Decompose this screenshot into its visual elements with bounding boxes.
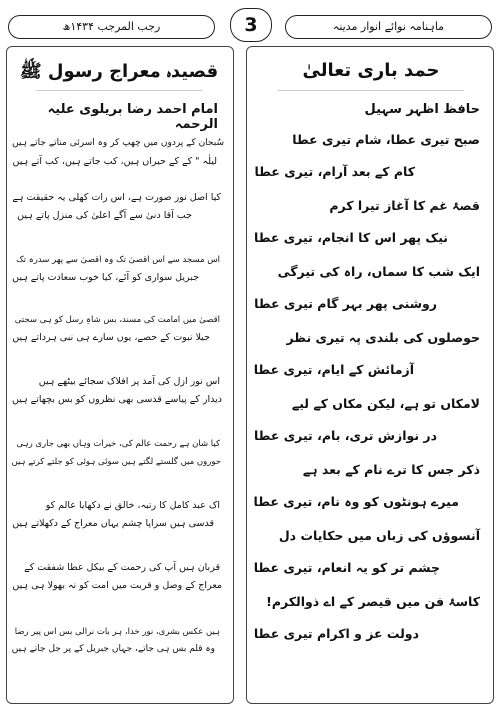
- qaseeda-author: امام احمد رضا بریلوی علیہ الرحمہ: [47, 102, 218, 132]
- qaseeda-title: قصیدہ معراج رسول ﷺ: [19, 61, 219, 82]
- verse-line: کام کے بعد آرام، تیری عطا: [254, 164, 415, 179]
- couplet-line: قربان ہیں آپ کی رحمت کے بیکل عطا شفقت کے: [24, 562, 220, 573]
- couplet-line: جیلا نبوت کے حصے، یوں سارے ہی نبی ہرداتے ہیں: [12, 332, 210, 343]
- page-number: 3: [230, 8, 272, 42]
- couplet-line: سُبحان کے پردوں میں چھپ کر وہ اسرئی مناتے جاتے ہیں: [12, 138, 224, 148]
- verse-line: روشنی پھر بہر گام تیری عطا: [254, 296, 437, 311]
- title-divider: [36, 90, 202, 91]
- couplet-line: لیلٰہ " کے کے حیراں ہیں، کب جاتے ہیں، کب آتے ہیں: [12, 156, 217, 167]
- verse-line: صبح تیری عطا، شام تیری عطا: [292, 132, 480, 147]
- qaseeda-column: [6, 46, 232, 702]
- page-header: [8, 8, 492, 42]
- verse-line: آنسوؤں کی زباں میں حکایات دل: [278, 528, 480, 543]
- couplet-line: حوروں میں گلستے لگتے ہیں سوئی ہوئی کو جلتے کرتے ہیں: [11, 457, 221, 467]
- couplet-line: کیا شان ہے رحمت عالم کی، خیرات وہاں بھی جاری رہی: [16, 439, 220, 449]
- verse-line: چشم تر کو یہ انعام، تیری عطا: [253, 560, 440, 575]
- couplet-line: اقصیٰ میں امامت کی مسند، بس شاہِ رسل کو ہی سجتی: [14, 315, 220, 325]
- verse-line: قصۂ غم کا آغاز تیرا کرم: [329, 198, 480, 213]
- couplet-line: جبریل سواری کو آئے، کیا خوب سعادت پاتے ہیں: [12, 272, 199, 283]
- verse-line: دولت عز و اکرام تیری عطا: [253, 626, 419, 641]
- verse-line: در نوازش تری، بام، تیری عطا: [253, 428, 437, 443]
- title-divider: [278, 90, 464, 91]
- couplet-line: دیدار کے پیاسے قدسی بھی نظروں کو بس بچھاتے ہیں: [12, 394, 222, 405]
- verse-line: حوصلوں کی بلندی پہ تیری نظر: [286, 330, 480, 345]
- verse-line: آزمائش کے ایام، تیری عطا: [253, 362, 414, 377]
- couplet-line: ہیں عکس بشری، نور خدا، ہر بات نرالی بس اس پیر رضا: [14, 627, 220, 637]
- verse-line: لامکاں تو ہے، لیکن مکاں کے لیے: [291, 396, 480, 411]
- couplet-line: معراج کے وصل و قربت میں امت کو نہ بھولا ہی ہیں: [12, 580, 222, 591]
- couplet-line: کیا اصل نور صورت ہے، اس رات کھلی یہ حقیقت ہے: [12, 192, 221, 203]
- magazine-name-box: ماہنامہ نوائے انوار مدینہ: [285, 15, 492, 39]
- hamd-title: حمد باری تعالیٰ: [302, 60, 440, 81]
- couplet-line: قدسی ہیں سراپا چشم یہاں معراج کے دکھلاتے ہیں: [12, 518, 214, 529]
- issue-date-box: رجب المرجب ۱۴۳۴ھ: [8, 15, 215, 39]
- verse-line: ذکر جس کا ترے نام کے بعد ہے: [302, 462, 480, 477]
- couplet-line: وہ قلم بس ہی جاتے، جہاں جبریل کے پر جل جاتے ہیں: [11, 644, 215, 654]
- verse-line: کاسۂ فن میں قیصر کے اے ذوالکرم!: [266, 594, 480, 609]
- verse-line: نیک پھر اس کا انجام، تیری عطا: [254, 230, 448, 245]
- couplet-line: جب آقا دنیٰ سے آگے اعلیٰ کی منزل پاتے ہیں: [17, 210, 192, 221]
- verse-line: میرے ہونٹوں کو وہ نام، تیری عطا: [253, 494, 459, 509]
- verse-line: ایک شب کا سماں، راہ کی تیرگی: [277, 264, 480, 279]
- couplet-line: اس نور ازل کی آمد پر افلاک سجائے بیٹھے ہیں: [38, 376, 220, 387]
- couplet-line: اس مسجد سے اس اقصیٰ تک وہ اقصیٰ سے پھر سدرہ تک: [16, 255, 220, 265]
- hamd-author: حافظ اظہر سہیل: [364, 102, 480, 117]
- hamd-column: [248, 46, 494, 702]
- couplet-line: اک عبد کامل کا رتبہ، خالق نے دکھایا عالم کو: [45, 500, 220, 511]
